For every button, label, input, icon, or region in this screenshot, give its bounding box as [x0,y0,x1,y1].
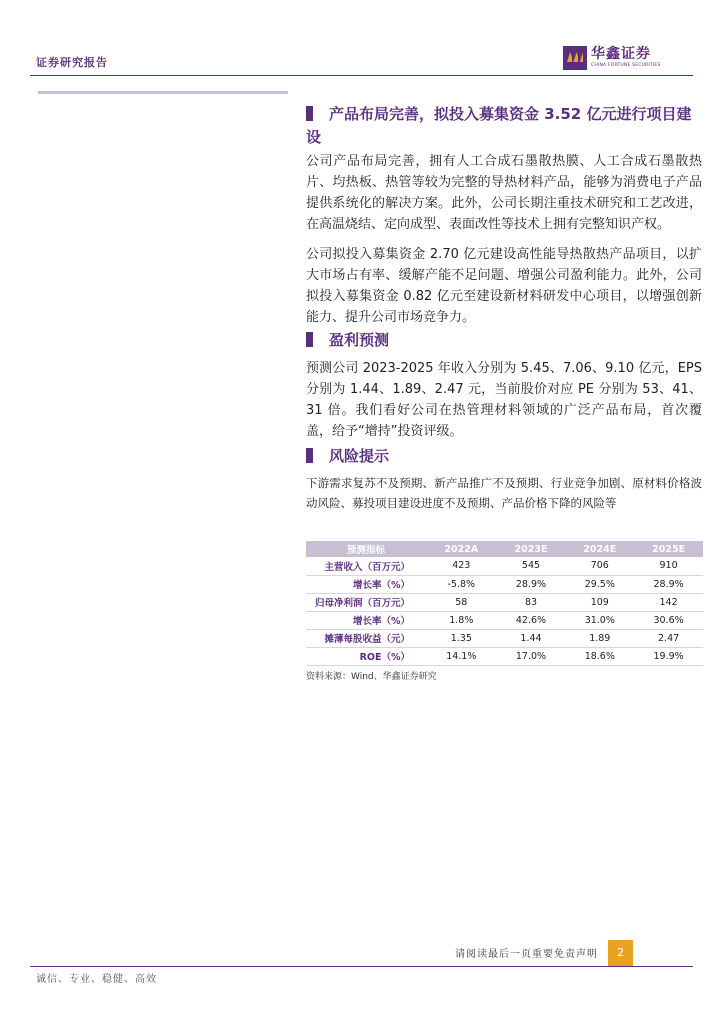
table-header-cell: 2022A [426,541,497,557]
section-title-text: 盈利预测 [329,331,390,349]
table-cell: 1.44 [497,629,566,647]
table-header-cell: 2025E [634,541,703,557]
table-row [306,593,703,611]
table-cell: 142 [634,593,703,611]
table-cell: 706 [565,557,634,575]
table-cell: 423 [426,557,497,575]
table-cell: 545 [497,557,566,575]
table-cell: 1.35 [426,629,497,647]
section-marker-icon [306,448,313,463]
table-cell: 910 [634,557,703,575]
paragraph-fundraising: 公司拟投入募集资金 2.70 亿元建设高性能导热散热产品项目，以扩大市场占有率、缓解产能不足问题、增强公司盈利能力。此外，公司拟投入募集资金 0.82 亿元至建设新材料研发中心项目，以增强创新能力、提升公司市场竞争力。 [306,247,702,325]
table-header-cell: 2023E [497,541,566,557]
footer-divider [30,966,693,967]
paragraph-profit-forecast: 预测公司 2023-2025 年收入分别为 5.45、7.06、9.10 亿元，EPS 分别为 1.44、1.89、2.47 元，当前股价对应 PE 分别为 53、41、31 倍。我们看好公司在热管理材料领域的广泛产品布局，首次覆盖，给予“增持”投资评级。 [306,361,702,439]
paragraph-product-layout: 公司产品布局完善，拥有人工合成石墨散热膜、人工合成石墨散热片、均热板、热管等较为完整的导热材料产品，能够为消费电子产品提供系统化的解决方案。此外，公司长期注重技术研究和工艺改进，在高温烧结、定向成型、表面改性等技术上拥有完整知识产权。 [306,154,702,232]
table-row [306,611,703,629]
logo-mark-icon [563,46,587,70]
forecast-table [306,541,703,666]
table-cell: 109 [565,593,634,611]
left-column-rule [38,91,288,94]
table-cell: 18.6% [565,647,634,665]
row-label: 增长率（%） [306,575,426,593]
section-title-risk [306,445,702,468]
page-number: 2 [608,940,633,966]
table-source-note: 资料来源：Wind、华鑫证券研究 [306,672,437,682]
row-label: 增长率（%） [306,611,426,629]
row-label: 归母净利润（百万元） [306,593,426,611]
section-marker-icon [306,332,313,347]
table-header-row [306,541,703,557]
table-cell: 83 [497,593,566,611]
table-cell: 30.6% [634,611,703,629]
table-cell: 31.0% [565,611,634,629]
table-cell: 42.6% [497,611,566,629]
section-title-text: 风险提示 [329,447,390,465]
header-divider [30,75,693,76]
table-header-cell: 2024E [565,541,634,557]
section-title-layout [306,103,702,149]
logo-en-text: CHINA FORTUNE SECURITIES [591,63,661,68]
table-cell: 28.9% [634,575,703,593]
table-cell: 1.89 [565,629,634,647]
table-row [306,629,703,647]
section-marker-icon [306,106,313,121]
disclaimer-note: 请阅读最后一页重要免责声明 [455,949,598,960]
table-row [306,575,703,593]
row-label: 主营收入（百万元） [306,557,426,575]
table-cell: 1.8% [426,611,497,629]
table-cell: 28.9% [497,575,566,593]
table-cell: 29.5% [565,575,634,593]
table-cell: 17.0% [497,647,566,665]
table-row [306,557,703,575]
section-title-text: 产品布局完善，拟投入募集资金 3.52 亿元进行项目建设 [306,105,692,146]
row-label: 摊薄每股收益（元） [306,629,426,647]
table-row [306,647,703,665]
section-title-profit [306,329,702,352]
company-logo [563,46,661,74]
table-cell: 19.9% [634,647,703,665]
table-cell: 14.1% [426,647,497,665]
paragraph-risk: 下游需求复苏不及预期、新产品推广不及预期、行业竞争加剧、原材料价格波动风险、募投项目建设进度不及预期、产品价格下降的风险等 [306,476,702,510]
table-cell: 58 [426,593,497,611]
table-cell: 2.47 [634,629,703,647]
logo-cn-text: 华鑫证券 [591,46,651,62]
table-cell: -5.8% [426,575,497,593]
report-type-label: 证券研究报告 [36,56,108,69]
table-header-cell: 预测指标 [306,541,426,557]
row-label: ROE（%） [306,647,426,665]
company-motto: 诚信、专业、稳健、高效 [36,974,157,985]
